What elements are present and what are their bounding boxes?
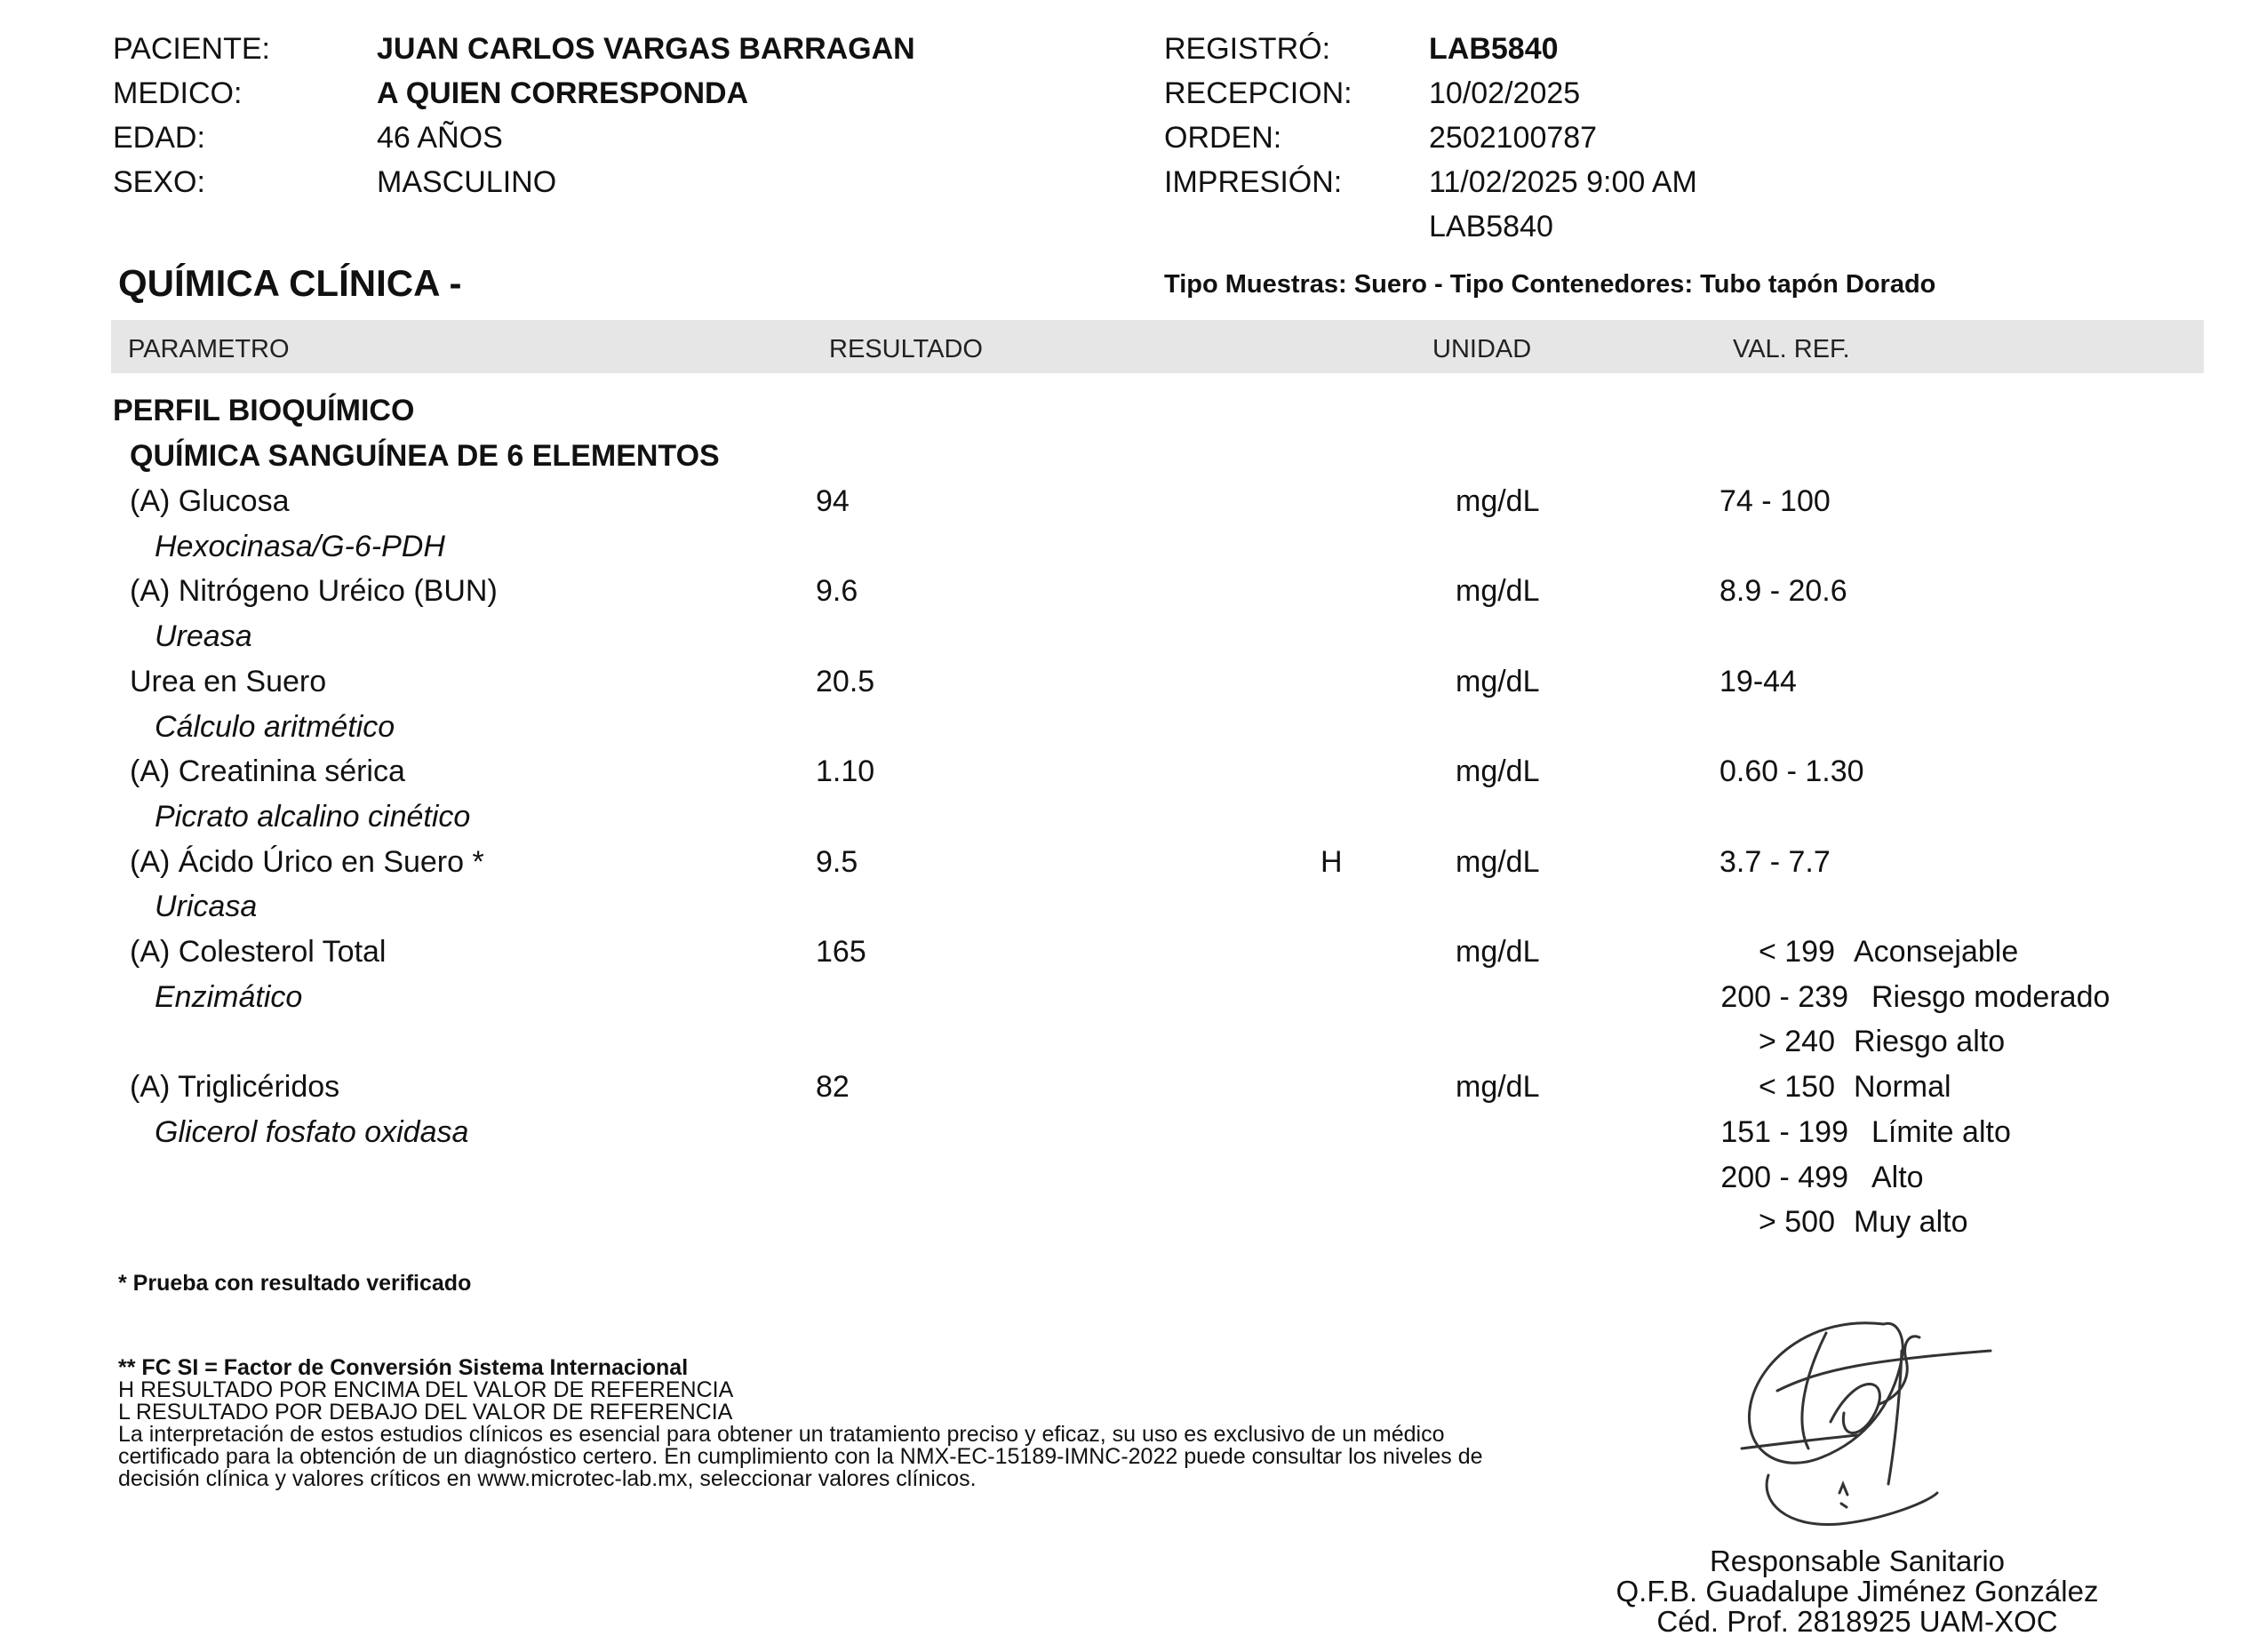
print-label: IMPRESIÓN: <box>1164 165 1343 199</box>
patient-label: PACIENTE: <box>113 32 270 66</box>
test-ref: 19-44 <box>1719 665 1797 698</box>
test-result: 94 <box>816 484 850 518</box>
ref-label: Muy alto <box>1854 1205 1968 1239</box>
test-ref: 74 - 100 <box>1719 484 1831 518</box>
test-unit: mg/dL <box>1456 754 1540 788</box>
ref-range: > 500 <box>1758 1205 1835 1239</box>
test-unit: mg/dL <box>1456 574 1540 608</box>
test-name: (A) Glucosa <box>130 484 290 518</box>
signature-block <box>1546 1546 2168 1637</box>
test-method: Cálculo aritmético <box>155 710 395 744</box>
disclaimer-line: La interpretación de estos estudios clínicos es esencial para obtener un tratamiento preciso y eficaz, su uso es exclusivo de un médico <box>118 1422 1445 1447</box>
ref-label: Alto <box>1871 1161 1924 1194</box>
profile-title: PERFIL BIOQUÍMICO <box>113 394 415 427</box>
test-result: 1.10 <box>816 754 875 788</box>
test-name: Urea en Suero <box>130 665 327 698</box>
registry-value: LAB5840 <box>1429 32 1559 66</box>
test-ref: 0.60 - 1.30 <box>1719 754 1864 788</box>
signature-role: Responsable Sanitario <box>1709 1544 2006 1577</box>
age-label: EDAD: <box>113 121 205 155</box>
test-result: 9.5 <box>816 845 858 879</box>
header-valref: VAL. REF. <box>1733 335 1850 363</box>
test-unit: mg/dL <box>1456 484 1540 518</box>
ref-range: 200 - 499 <box>1720 1161 1848 1194</box>
test-unit: mg/dL <box>1456 935 1540 969</box>
handwritten-signature <box>1724 1306 2017 1537</box>
test-method: Glicerol fosfato oxidasa <box>155 1115 469 1149</box>
footnotes <box>118 1357 1483 1490</box>
disclaimer-line: decisión clínica y valores críticos en www.microtec-lab.mx, seleccionar valores clínicos. <box>118 1466 977 1491</box>
fcsi-note: ** FC SI = Factor de Conversión Sistema Internacional <box>118 1355 689 1380</box>
print-datetime: 11/02/2025 9:00 AM <box>1429 165 1697 199</box>
test-unit: mg/dL <box>1456 665 1540 698</box>
ref-label: Límite alto <box>1871 1115 2011 1149</box>
header-parametro: PARAMETRO <box>128 335 290 363</box>
doctor-label: MEDICO: <box>113 76 243 110</box>
test-name: (A) Ácido Úrico en Suero * <box>130 845 484 879</box>
test-method: Enzimático <box>155 980 303 1014</box>
test-ref: 3.7 - 7.7 <box>1719 845 1831 879</box>
test-result: 20.5 <box>816 665 875 698</box>
sex-label: SEXO: <box>113 165 205 199</box>
test-flag-high: H <box>1321 845 1343 879</box>
ref-label: Aconsejable <box>1854 935 2019 969</box>
signature-name: Q.F.B. Guadalupe Jiménez González <box>1616 1575 2099 1608</box>
test-unit: mg/dL <box>1456 845 1540 879</box>
ref-label: Normal <box>1854 1070 1951 1104</box>
order-number: 2502100787 <box>1429 121 1598 155</box>
test-name: (A) Nitrógeno Uréico (BUN) <box>130 574 498 608</box>
verified-note: * Prueba con resultado verificado <box>118 1271 472 1296</box>
table-header <box>111 320 2204 373</box>
ref-range: > 240 <box>1758 1025 1835 1058</box>
test-ref: 8.9 - 20.6 <box>1719 574 1847 608</box>
test-name: (A) Creatinina sérica <box>130 754 405 788</box>
extra-lab-code: LAB5840 <box>1429 210 1553 243</box>
reception-label: RECEPCION: <box>1164 76 1352 110</box>
test-unit: mg/dL <box>1456 1070 1540 1104</box>
sample-info: Tipo Muestras: Suero - Tipo Contenedores: Tubo tapón Dorado <box>1164 270 1936 299</box>
signature-cedula: Céd. Prof. 2818925 UAM-XOC <box>1656 1605 2058 1638</box>
order-info <box>1164 27 1697 249</box>
test-method: Picrato alcalino cinético <box>155 800 471 834</box>
header-resultado: RESULTADO <box>829 335 983 363</box>
registry-label: REGISTRÓ: <box>1164 32 1331 66</box>
test-result: 9.6 <box>816 574 858 608</box>
test-name: (A) Colesterol Total <box>130 935 387 969</box>
ref-range: 151 - 199 <box>1720 1115 1848 1149</box>
age-value: 46 AÑOS <box>377 121 503 155</box>
ref-label: Riesgo moderado <box>1871 980 2110 1014</box>
section-title: QUÍMICA CLÍNICA - <box>118 262 462 304</box>
h-note: H RESULTADO POR ENCIMA DEL VALOR DE REFERENCIA <box>118 1377 734 1402</box>
ref-range: 200 - 239 <box>1720 980 1848 1014</box>
test-name: (A) Triglicéridos <box>130 1070 340 1104</box>
doctor-name: A QUIEN CORRESPONDA <box>377 76 749 110</box>
ref-range: < 199 <box>1758 935 1835 969</box>
test-method: Ureasa <box>155 619 252 653</box>
order-label: ORDEN: <box>1164 121 1282 155</box>
reception-date: 10/02/2025 <box>1429 76 1581 110</box>
ref-range: < 150 <box>1758 1070 1835 1104</box>
sex-value: MASCULINO <box>377 165 557 199</box>
test-method: Hexocinasa/G-6-PDH <box>155 530 445 563</box>
patient-info <box>113 27 915 204</box>
ref-label: Riesgo alto <box>1854 1025 2006 1058</box>
panel-title: QUÍMICA SANGUÍNEA DE 6 ELEMENTOS <box>130 439 720 473</box>
header-unidad: UNIDAD <box>1432 335 1532 363</box>
l-note: L RESULTADO POR DEBAJO DEL VALOR DE REFERENCIA <box>118 1400 733 1425</box>
test-result: 82 <box>816 1070 850 1104</box>
test-result: 165 <box>816 935 866 969</box>
test-method: Uricasa <box>155 890 258 923</box>
patient-name: JUAN CARLOS VARGAS BARRAGAN <box>377 32 915 66</box>
disclaimer-line: certificado para la obtención de un diagnóstico certero. En cumplimiento con la NMX-EC-15189-IMNC-2022 puede consultar los niveles de <box>118 1444 1483 1469</box>
